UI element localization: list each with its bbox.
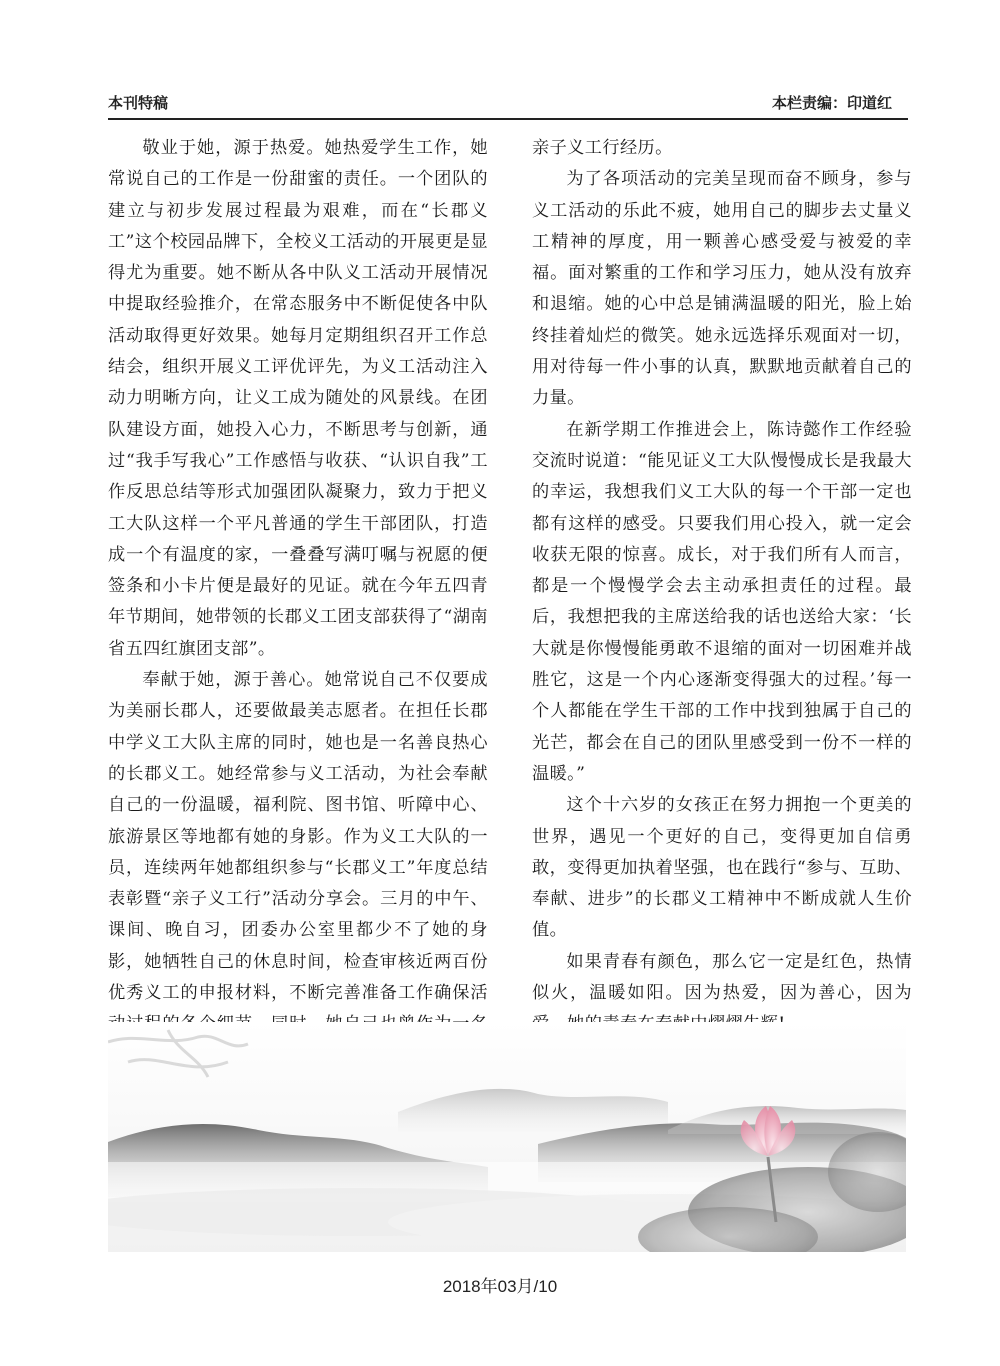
paragraph-continuation: 亲子义工行经历。 — [532, 138, 673, 158]
paragraph-devotion: 奉献于她，源于善心。她常说自己不仅要成为美丽长郡人，还要做最美志愿者。在担任长郡中学义工大队主席的同时，她也是一名善良热心的长郡义工。她经常参与义工活动，为社会奉献自己的一份温暖，福利院、图书馆、听障中心、旅游景区等地都有她的身影。作为义工大队的一员，连续两年她都组织参与“长郡义工”年度总结表彰暨“亲子义工行”活动分享会。三月的中午、课间、晚自习，团委办公室里都少不了她的身影，她牺牲自己的休息时间，检查审核近两百份优秀义工的申报材料，不断完善准备工作确保活 — [108, 670, 488, 1004]
section-label: 本刊特稿 — [108, 95, 169, 112]
article-column-left — [108, 133, 488, 1072]
paragraph-conclusion: 如果青春有颜色，那么它一定是红色，热情似火，温暖如阳。因为热爱，因为善心，因为 — [532, 951, 912, 1004]
ink-landscape-lotus-illustration — [108, 1022, 906, 1252]
page-footer: 2018年03月/10 — [442, 1277, 558, 1296]
editor-credit: 本栏责编：印道红 — [771, 95, 892, 112]
article-column-right — [532, 133, 912, 1041]
paragraph-growth: 这个十六岁的女孩正在努力拥抱一个更美的世界，遇见一个更好的自己，变得更加自信勇敢，变得更加执着坚强，也在践行“参与、互助、奉献、进步”的长郡义工精神中不断成就人生价值。 — [532, 795, 912, 941]
paragraph-dedication: 敬业于她，源于热爱。她热爱学生工作，她常说自己的工作是一份甜蜜的责任。一个团队的建立与初步发展过程最为艰难，而在“长郡义工”这个校园品牌下，全校义工活动的开展更是显得尤为重要。她不断从各中队义工活动开展情况中提取经验推介，在常态服务中不断促使各中队活动取得更好效果。她每月定期组织召开工作总结会，组织开展义工评优评先，为义工活动注入动力明晰方向，让义工成为随处的风景线。在团队建设方面，她投入心力，不断思考与创新，通过“我手写我心”工作感悟与收获、“认识自我”工作反思总结等形式加强团队凝聚力，致力于把义工大队这样一个平凡普通的学生干部团队，打造成一个有温度的家，一叠叠写满叮嘱与祝愿的便签条和小卡片便是最好的见证。就在今年五四青年节期间，她带领的长郡义工团支部获得了“湖南省五四红旗团支部”。 — [108, 138, 488, 659]
header-divider — [108, 118, 908, 120]
paragraph-speech-quote: 在新学期工作推进会上，陈诗懿作工作经验交流时说道：“能见证义工大队慢慢成长是我最大的幸运，我想我们义工大队的每一个干部一定也都有这样的感受。只要我们用心投入，就一定会收获无限的惊喜。成长，对于我们所有人而言，都是一个慢慢学会去主动承担责任的过程。最后，我想把我的主席送给我的话也送给大家：‘长大就是你慢慢能勇敢不退缩的面对一切困难并战胜它，这是一个内心逐渐变得强大的过程。’每一个人都能在学生干部的工作中找到独属于自己的光芒，都会在自己的团队里感受到一份不一样的温暖。” — [532, 419, 912, 784]
paragraph-perseverance: 为了各项活动的完美呈现而奋不顾身，参与义工活动的乐此不疲，她用自己的脚步去丈量义工精神的厚度，用一颗善心感受爱与被爱的幸福。面对繁重的工作和学习压力，她从没有放弃和退缩。她的心中总是铺满温暖的阳光，脸上始终挂着灿烂的微笑。她永远选择乐观面对一切，用对待每一件小事的认真，默默地贡献着自己的力量。 — [532, 169, 912, 409]
landscape-illustration-icon — [108, 1022, 906, 1252]
